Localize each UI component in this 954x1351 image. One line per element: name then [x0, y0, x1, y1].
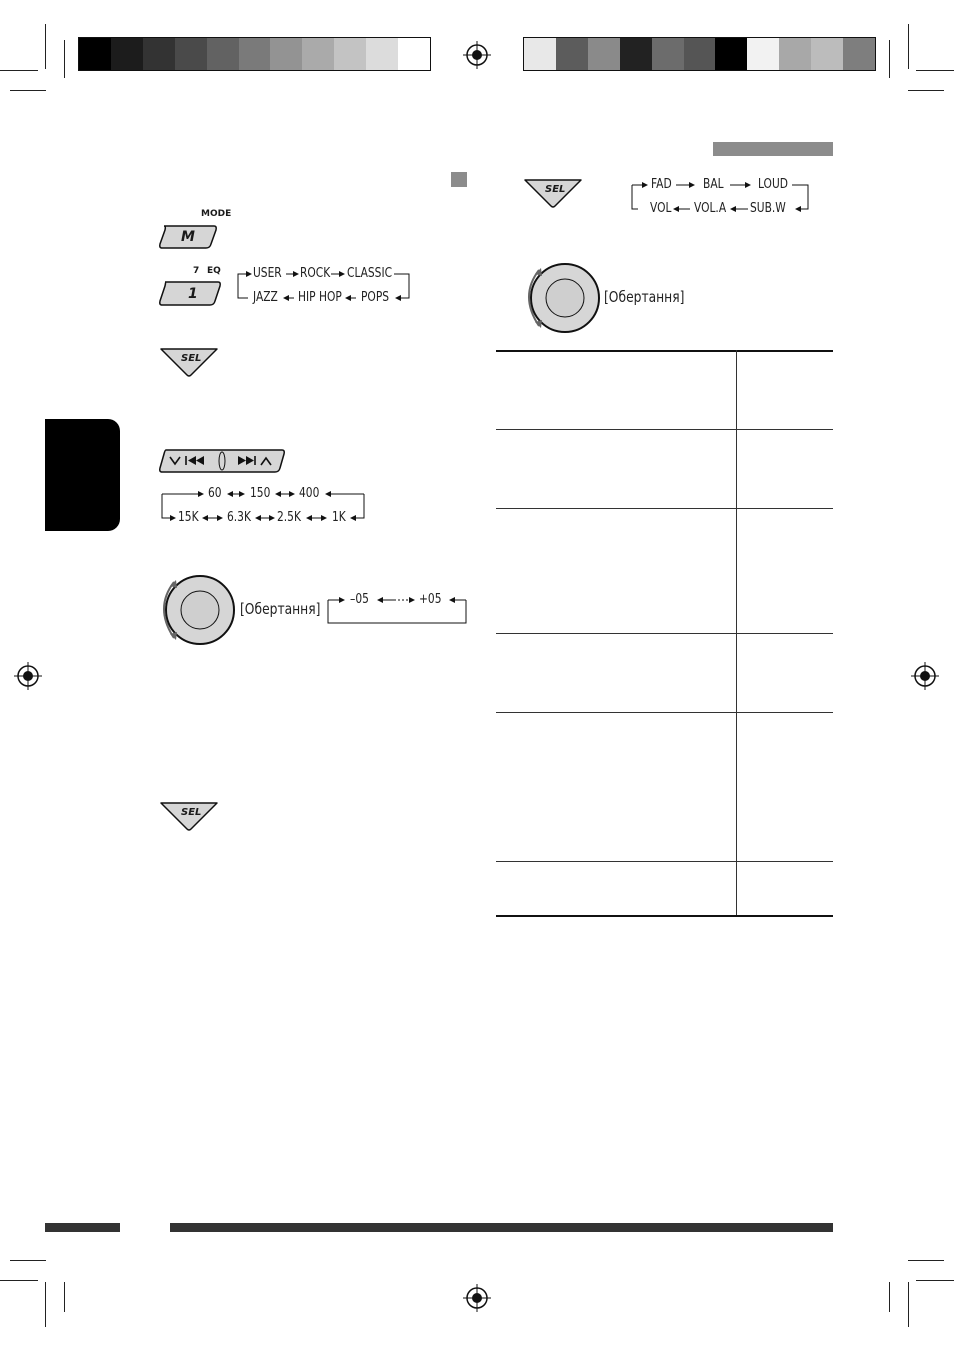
- table-row: [496, 712, 833, 713]
- freq-6-3k: 6.3K: [227, 510, 251, 525]
- color-swatch: [620, 38, 652, 70]
- language-tab: [45, 419, 120, 531]
- skip-forward-icon: [238, 454, 239, 455]
- page-number-bar: [45, 1223, 120, 1232]
- table-row: [496, 633, 833, 634]
- color-swatch: [398, 38, 430, 70]
- color-bar-left: [78, 37, 431, 71]
- crop-mark: [10, 1260, 46, 1261]
- crop-mark: [10, 90, 46, 91]
- sound-sub-w: SUB.W: [750, 201, 786, 216]
- crop-mark: [889, 1282, 890, 1312]
- sel-button-label: SEL: [181, 353, 202, 364]
- bottom-rule: [170, 1223, 833, 1232]
- freq-400: 400: [299, 486, 320, 501]
- control-dial[interactable]: [152, 572, 238, 648]
- color-swatch: [239, 38, 271, 70]
- crop-mark: [45, 1282, 46, 1327]
- level-min: –05: [350, 592, 369, 607]
- settings-table: [496, 350, 833, 917]
- color-swatch: [684, 38, 716, 70]
- color-swatch: [143, 38, 175, 70]
- eq-preset-classic: CLASSIC: [347, 266, 393, 281]
- color-swatch: [79, 38, 111, 70]
- sel-button-label: SEL: [181, 807, 202, 818]
- color-swatch: [302, 38, 334, 70]
- registration-mark-icon: [463, 1284, 491, 1312]
- crop-mark: [908, 1282, 909, 1327]
- registration-mark-icon: [463, 41, 491, 69]
- sound-loud: LOUD: [758, 177, 788, 192]
- color-swatch: [811, 38, 843, 70]
- crop-mark: [0, 70, 38, 71]
- color-swatch: [111, 38, 143, 70]
- eq-preset-jazz: JAZZ: [253, 290, 278, 305]
- crop-mark: [45, 24, 46, 69]
- freq-15k: 15K: [178, 510, 199, 525]
- rotate-label: [Обертання]: [604, 288, 685, 306]
- crop-mark: [908, 1260, 944, 1261]
- color-swatch: [524, 38, 556, 70]
- crop-mark: [64, 40, 65, 78]
- color-swatch: [334, 38, 366, 70]
- freq-60: 60: [208, 486, 222, 501]
- eq-caption: EQ: [207, 266, 221, 276]
- color-swatch: [270, 38, 302, 70]
- sound-vol-a: VOL.A: [694, 201, 727, 216]
- registration-mark-icon: [14, 662, 42, 690]
- eq-button-label: 1: [188, 286, 198, 302]
- section-header-bar: [713, 142, 833, 156]
- seek-button[interactable]: [158, 448, 286, 474]
- registration-mark-icon: [911, 662, 939, 690]
- crop-mark: [0, 1280, 38, 1281]
- color-swatch: [556, 38, 588, 70]
- crop-mark: [916, 1280, 954, 1281]
- crop-mark: [908, 24, 909, 69]
- sound-vol: VOL: [650, 201, 672, 216]
- table-row: [496, 508, 833, 509]
- level-max: +05: [419, 592, 442, 607]
- eq-preset-pops: POPS: [361, 290, 390, 305]
- color-swatch: [715, 38, 747, 70]
- color-swatch: [207, 38, 239, 70]
- color-swatch: [175, 38, 207, 70]
- color-swatch: [652, 38, 684, 70]
- sel-button-label: SEL: [545, 184, 566, 195]
- table-row: [496, 861, 833, 862]
- table-row: [496, 429, 833, 430]
- crop-mark: [908, 90, 944, 91]
- color-bar-right: [523, 37, 876, 71]
- color-swatch: [747, 38, 779, 70]
- mode-caption: MODE: [201, 209, 232, 219]
- eq-preset-hiphop: HIP HOP: [298, 290, 342, 305]
- level-range-diagram: [326, 590, 470, 626]
- color-swatch: [366, 38, 398, 70]
- mode-button-label: M: [181, 229, 195, 245]
- eq-preset-rock: ROCK: [300, 266, 331, 281]
- freq-2-5k: 2.5K: [277, 510, 301, 525]
- sound-bal: BAL: [703, 177, 724, 192]
- color-swatch: [843, 38, 875, 70]
- control-dial[interactable]: [517, 262, 603, 338]
- rotate-label: [Обертання]: [240, 600, 321, 618]
- color-swatch: [588, 38, 620, 70]
- eq-preset-user: USER: [253, 266, 282, 281]
- sound-fad: FAD: [651, 177, 672, 192]
- crop-mark: [64, 1282, 65, 1312]
- crop-mark: [889, 40, 890, 78]
- color-swatch: [779, 38, 811, 70]
- freq-150: 150: [250, 486, 271, 501]
- freq-1k: 1K: [332, 510, 346, 525]
- skip-back-icon: [186, 454, 187, 455]
- crop-mark: [916, 70, 954, 71]
- eq-number-caption: 7: [193, 266, 200, 276]
- section-marker: [451, 172, 467, 187]
